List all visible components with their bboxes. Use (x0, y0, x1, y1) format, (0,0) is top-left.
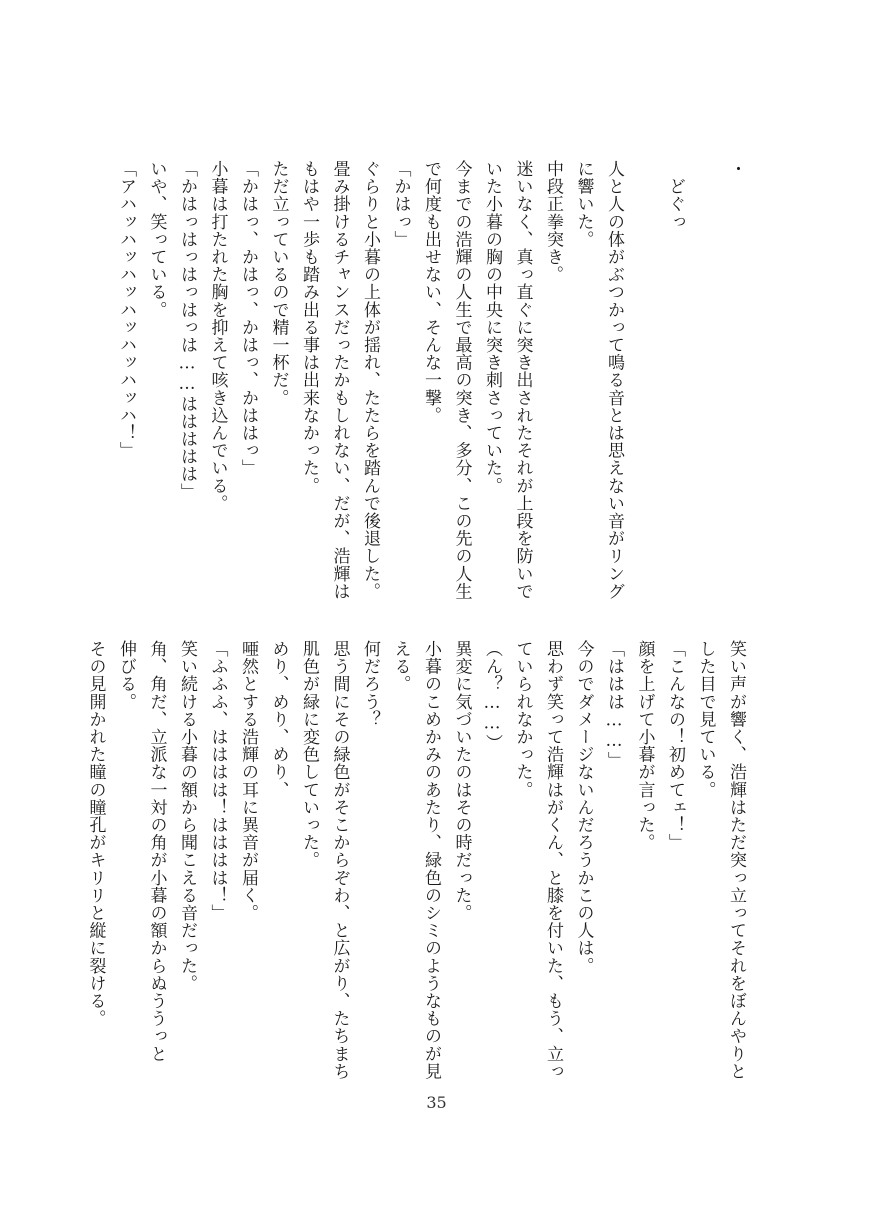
text-line: 今までの浩輝の人生で最高の突き、多分、この先の人生 (451, 160, 472, 600)
text-line: 今のでダメージないんだろうかこの人は。 (573, 640, 594, 975)
text-line: その見開かれた瞳の瞳孔がキリリと縦に裂ける。 (85, 640, 106, 1028)
text-line: （ん？……） (482, 640, 502, 752)
bottom-text-block (85, 640, 751, 1080)
text-line: 何だろう？ (360, 640, 380, 728)
text-line: 異変に気づいたのはその時だった。 (451, 640, 472, 922)
page-number: 35 (426, 1093, 447, 1112)
text-line: 迷いなく、真っ直ぐに突き出されたそれが上段を防いで (512, 160, 533, 600)
text-line: 顔を上げて小暮が言った。 (634, 640, 655, 852)
text-line: 人と人の体がぶつかって鳴る音とは思えない音がリング (604, 160, 624, 600)
text-line: 唖然とする浩輝の耳に異音が届く。 (238, 640, 258, 922)
text-line: に響いた。 (573, 160, 594, 248)
text-line: ただ立っているので精一杯だ。 (268, 160, 289, 407)
text-line: 思う間にその緑色がそこからぞわ、と広がり、たちまち (329, 640, 350, 1080)
top-text-block (116, 160, 751, 600)
text-line: 畳み掛けるチャンスだったかもしれない、だが、浩輝は (329, 160, 350, 600)
text-line: 「こんなの！初めてェ！」 (665, 640, 685, 852)
text-line: 「ははは……」 (604, 640, 624, 770)
text-line: ぐらりと小暮の上体が揺れ、たたらを踏んで後退した。 (360, 160, 380, 600)
text-line: 笑い声が響く、浩輝はただ突っ立ってそれをぼんやりと (726, 640, 746, 1080)
text-line (690, 160, 721, 600)
text-line: 小暮は打たれた胸を抑えて咳き込んでいる。 (207, 160, 228, 512)
text-line: 「かはっ、かはっ、かはっ、かははっ」 (238, 160, 258, 477)
text-line: 「かはっはっはっはっは……ははははは」 (177, 160, 197, 501)
text-line: いや、笑っている。 (146, 160, 167, 319)
text-line: 笑い続ける小暮の額から聞こえる音だった。 (177, 640, 197, 992)
text-line: 中段正拳突き。 (543, 160, 563, 284)
text-line (629, 160, 660, 600)
text-line: で何度も出せない、そんな一撃。 (421, 160, 441, 424)
text-line: した目で見ている。 (695, 640, 716, 799)
text-line: 「ふふふ、はははは！はははは！」 (207, 640, 228, 922)
scene-break-dot: ・ (726, 160, 746, 178)
text-line: 「アハッハッハッハッハッハッハ！」 (116, 160, 136, 460)
text-line: 伸びる。 (116, 640, 136, 711)
text-line: めり、めり、めり、 (268, 640, 289, 799)
text-line: える。 (390, 640, 411, 693)
text-line: 肌色が緑に変色していった。 (299, 640, 319, 869)
text-line: ていられなかった。 (512, 640, 533, 799)
text-line: どぐっ (665, 160, 685, 231)
text-line: 思わず笑って浩輝はがくん、と膝を付いた、もう、立っ (543, 640, 563, 1080)
text-line: もはや一歩も踏み出る事は出来なかった。 (299, 160, 319, 495)
text-line: 角、角だ、立派な一対の角が小暮の額からぬううっと (146, 640, 167, 1063)
text-line: 小暮のこめかみのあたり、緑色のシミのようなものが見 (421, 640, 441, 1080)
text-line: 「かはっ」 (390, 160, 411, 248)
text-line: いた小暮の胸の中央に突き刺さっていた。 (482, 160, 502, 495)
